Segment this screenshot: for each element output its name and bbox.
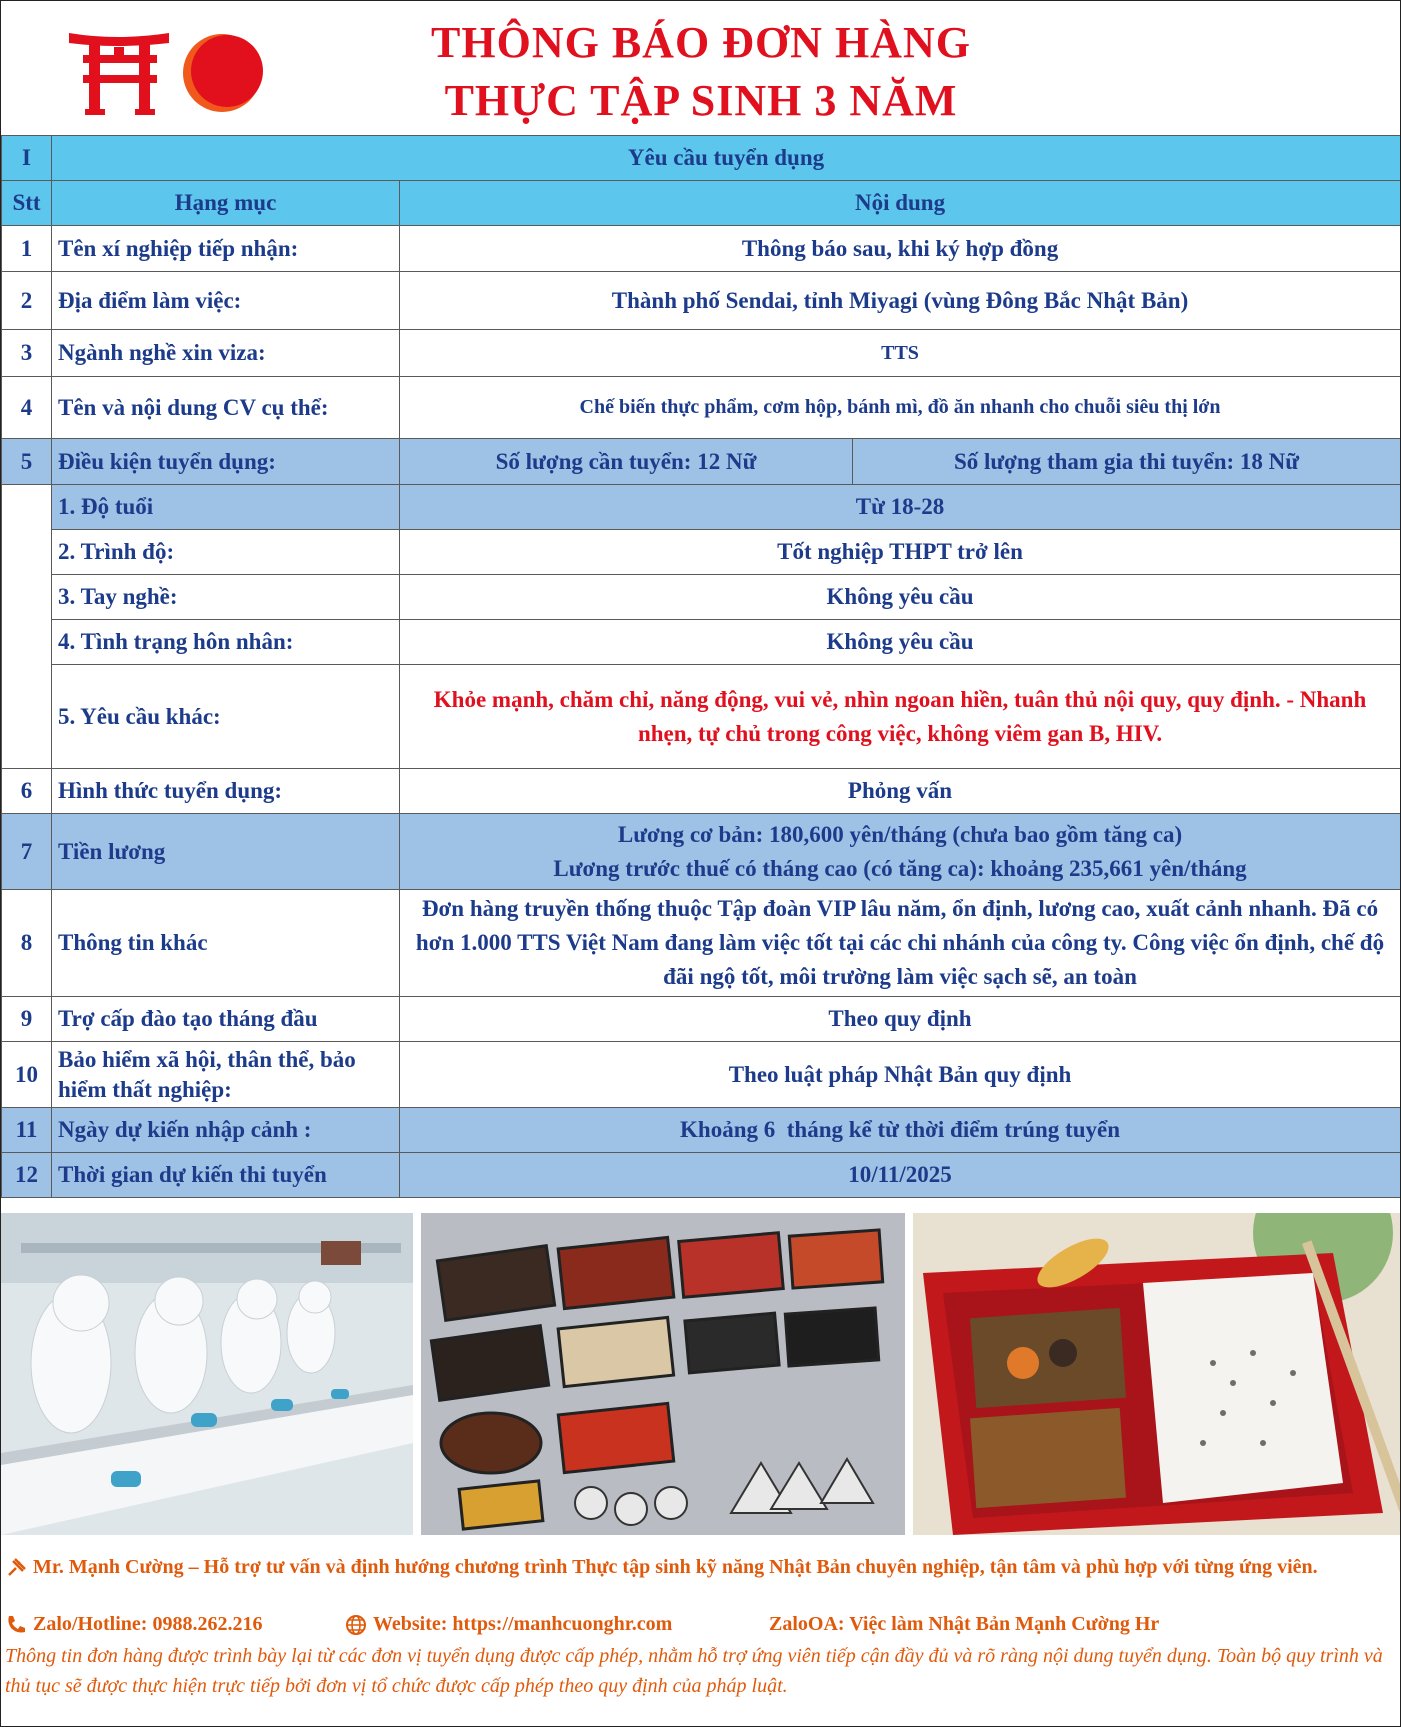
row-stt-empty (2, 485, 52, 769)
row-value: Theo luật pháp Nhật Bản quy định (400, 1042, 1401, 1108)
section-header-row (2, 136, 1401, 181)
website-text: Website: https://manhcuonghr.com (373, 1613, 673, 1635)
row-value: Từ 18-28 (400, 485, 1401, 530)
row-label: 5. Yêu cầu khác: (52, 665, 400, 769)
row-label: 4. Tình trạng hôn nhân: (52, 620, 400, 665)
row-label: Thời gian dự kiến thi tuyển (52, 1153, 400, 1198)
row-label: Tên xí nghiệp tiếp nhận: (52, 226, 400, 272)
row-label: 2. Trình độ: (52, 530, 400, 575)
row-label: Ngành nghề xin viza: (52, 330, 400, 377)
salary-gross: Lương trước thuế có tháng cao (có tăng ca): khoảng 235,661 yên/tháng (553, 855, 1247, 881)
row-label: Thông tin khác (52, 890, 400, 997)
row-stt: 8 (2, 890, 52, 997)
table-row (2, 575, 1401, 620)
row-stt: 10 (2, 1042, 52, 1108)
row-value: Khoảng 6 tháng kể từ thời điểm trúng tuyển (400, 1108, 1401, 1153)
table-row (2, 1108, 1401, 1153)
title-line-2: THỰC TẬP SINH 3 NĂM (444, 76, 958, 125)
phone-icon (5, 1614, 27, 1636)
row-label: Trợ cấp đào tạo tháng đầu (52, 997, 400, 1042)
row-value: Không yêu cầu (400, 620, 1401, 665)
table-row (2, 485, 1401, 530)
column-header-row (2, 181, 1401, 226)
photo-strip (1, 1213, 1400, 1535)
requirements-table (1, 135, 1401, 1198)
row-value: TTS (400, 330, 1401, 377)
row-stt: 3 (2, 330, 52, 377)
row-label: Ngày dự kiến nhập cảnh : (52, 1108, 400, 1153)
table-row (2, 439, 1401, 485)
col-header-category: Hạng mục (52, 181, 400, 226)
row-value-other-info: Đơn hàng truyền thống thuộc Tập đoàn VIP lâu năm, ổn định, lương cao, xuất cảnh nhanh. Đã có hơn 1.000 TTS Việt Nam đang làm việc tốt tại các chi nhánh của công ty. Công việc ổn định, chế độ đãi ngộ tốt, môi trường làm việc sạch sẽ, an toàn (400, 890, 1401, 997)
row-value: Thông báo sau, khi ký hợp đồng (400, 226, 1401, 272)
footer-zalo-oa[interactable]: ZaloOA: Việc làm Nhật Bản Mạnh Cường Hr (769, 1613, 1160, 1635)
footer-website[interactable] (345, 1613, 672, 1636)
footer-intro-text: Mr. Mạnh Cường – Hỗ trợ tư vấn và định hướng chương trình Thực tập sinh kỹ năng Nhật Bản chuyên nghiệp, tận tâm và phù hợp với từng ứng viên. (33, 1556, 1318, 1578)
row-label: 3. Tay nghề: (52, 575, 400, 620)
row-value: Phỏng vấn (400, 769, 1401, 814)
section-number: I (2, 136, 52, 181)
footer-disclaimer: Thông tin đơn hàng được trình bày lại từ các đơn vị tuyển dụng được cấp phép, nhằm hỗ trợ ứng viên tiếp cận đầy đủ và rõ ràng nội dung tuyển dụng. Toàn bộ quy trình và thủ tục sẽ được thực hiện trực tiếp bởi đơn vị tổ chức được cấp phép theo quy định của pháp luật. (5, 1645, 1383, 1697)
row-value: Theo quy định (400, 997, 1401, 1042)
table-row (2, 272, 1401, 330)
row-stt: 12 (2, 1153, 52, 1198)
row-stt: 2 (2, 272, 52, 330)
header (1, 1, 1400, 135)
table-row (2, 620, 1401, 665)
factory-workers-photo (1, 1213, 413, 1535)
row-value-quota: Số lượng cần tuyển: 12 Nữ (400, 439, 853, 485)
row-label: 1. Độ tuổi (52, 485, 400, 530)
row-stt: 1 (2, 226, 52, 272)
row-value: Không yêu cầu (400, 575, 1401, 620)
row-stt: 11 (2, 1108, 52, 1153)
table-row (2, 530, 1401, 575)
hotline-text: Zalo/Hotline: 0988.262.216 (33, 1613, 263, 1635)
row-label: Hình thức tuyển dụng: (52, 769, 400, 814)
table-row (2, 377, 1401, 439)
row-label: Địa điểm làm việc: (52, 272, 400, 330)
footer (1, 1541, 1400, 1726)
row-stt: 6 (2, 769, 52, 814)
footer-intro (5, 1553, 1385, 1581)
torii-gate-sun-logo (69, 23, 269, 123)
table-row (2, 330, 1401, 377)
table-row (2, 1042, 1401, 1108)
row-value-other-requirements: Khỏe mạnh, chăm chỉ, năng động, vui vẻ, nhìn ngoan hiền, tuân thủ nội quy, quy định. - Nhanh nhẹn, tự chủ trong công việc, không viêm gan B, HIV. (400, 665, 1401, 769)
row-value: Chế biến thực phẩm, cơm hộp, bánh mì, đồ ăn nhanh cho chuỗi siêu thị lớn (400, 377, 1401, 439)
row-label: Tiền lương (52, 814, 400, 890)
table-row (2, 769, 1401, 814)
col-header-content: Nội dung (400, 181, 1401, 226)
table-row (2, 890, 1401, 997)
row-label: Điều kiện tuyển dụng: (52, 439, 400, 485)
row-stt: 7 (2, 814, 52, 890)
row-stt: 5 (2, 439, 52, 485)
table-row (2, 226, 1401, 272)
salary-basic: Lương cơ bản: 180,600 yên/tháng (chưa bao gồm tăng ca) (617, 821, 1183, 847)
footer-hotline[interactable] (5, 1613, 262, 1636)
pin-icon (5, 1557, 27, 1579)
row-label: Tên và nội dung CV cụ thể: (52, 377, 400, 439)
col-header-stt: Stt (2, 181, 52, 226)
row-stt: 4 (2, 377, 52, 439)
table-row (2, 997, 1401, 1042)
bento-boxes-photo (421, 1213, 905, 1535)
title-line-1: THÔNG BÁO ĐƠN HÀNG (431, 18, 971, 67)
row-stt: 9 (2, 997, 52, 1042)
row-value: Tốt nghiệp THPT trở lên (400, 530, 1401, 575)
row-label: Bảo hiểm xã hội, thân thể, bảo hiểm thất nghiệp: (52, 1042, 400, 1108)
table-row (2, 1153, 1401, 1198)
table-row (2, 665, 1401, 769)
section-title: Yêu cầu tuyển dụng (52, 136, 1401, 181)
bento-meal-photo (913, 1213, 1400, 1535)
row-value-candidates: Số lượng tham gia thi tuyển: 18 Nữ (853, 439, 1401, 485)
row-value: Thành phố Sendai, tỉnh Miyagi (vùng Đông Bắc Nhật Bản) (400, 272, 1401, 330)
globe-icon (345, 1614, 367, 1636)
row-value: 10/11/2025 (400, 1153, 1401, 1198)
row-value-salary (400, 814, 1401, 890)
table-row (2, 814, 1401, 890)
